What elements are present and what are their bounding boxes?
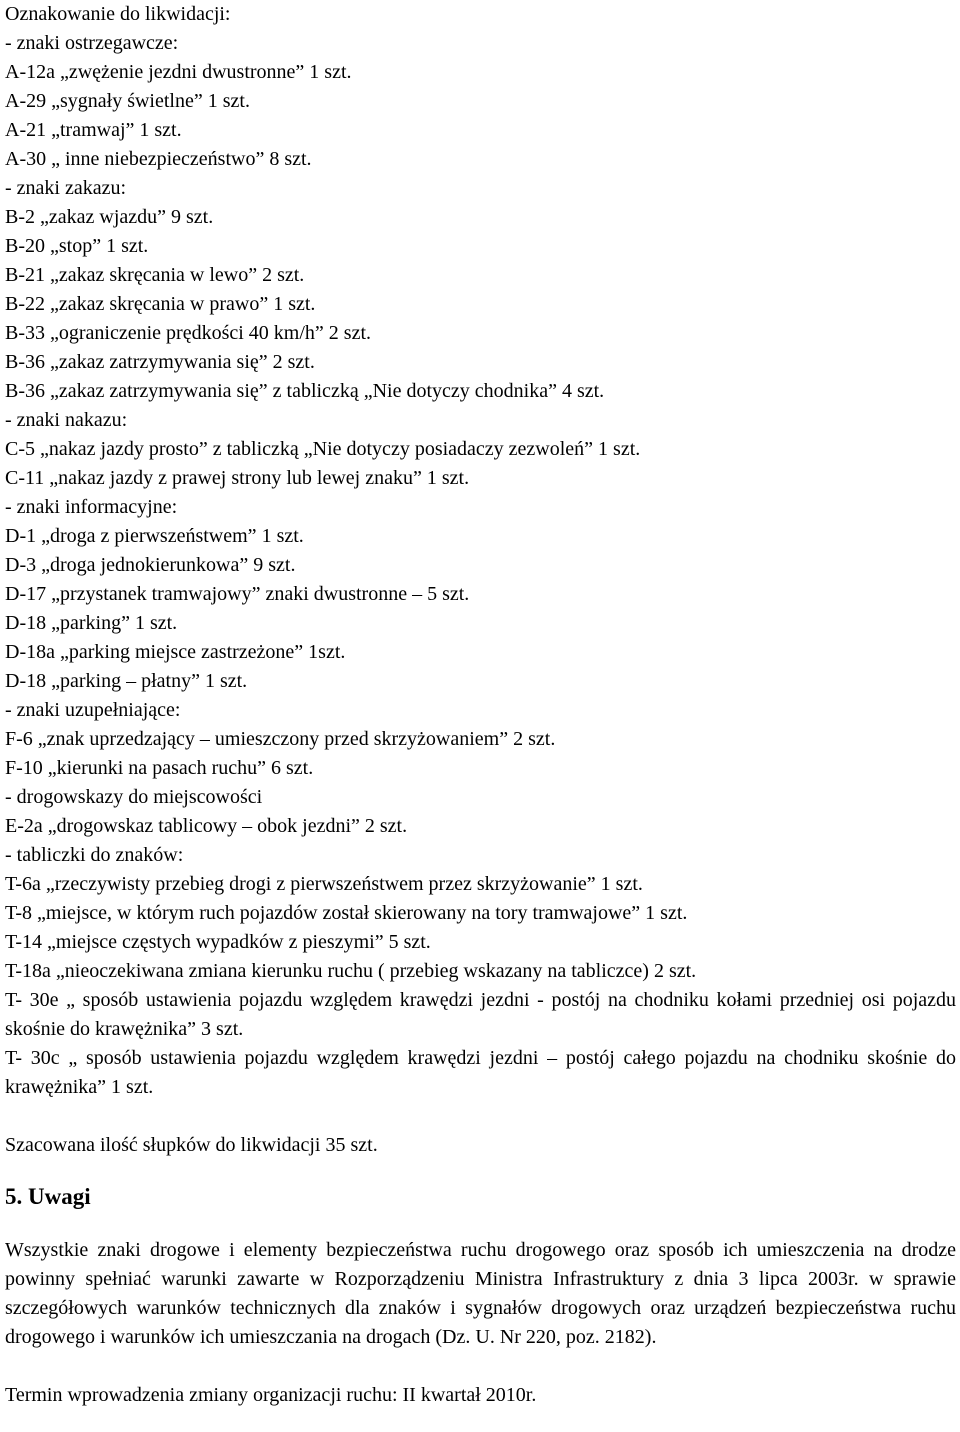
- list-item: D-18 „parking – płatny” 1 szt.: [5, 670, 248, 692]
- list-item: T-6a „rzeczywisty przebieg drogi z pierwszeństwem przez skrzyżowanie” 1 szt.: [5, 873, 643, 895]
- spacer: [5, 1102, 956, 1131]
- list-item: B-21 „zakaz skręcania w lewo” 2 szt.: [5, 264, 305, 286]
- paragraph-t30c: T- 30c „ sposób ustawienia pojazdu względem krawędzi jezdni – postój całego pojazdu na chodniku skośnie do krawężnika” 1 szt.: [5, 1047, 956, 1098]
- list-item: T-14 „miejsce częstych wypadków z pieszymi” 5 szt.: [5, 931, 431, 953]
- list-item: - znaki zakazu:: [5, 177, 127, 199]
- list-item: A-21 „tramwaj” 1 szt.: [5, 119, 182, 141]
- list-item: - znaki uzupełniające:: [5, 699, 181, 721]
- paragraph-t30e: T- 30e „ sposób ustawienia pojazdu względem krawędzi jezdni - postój na chodniku kołami przedniej osi pojazdu skośnie do krawężnika” 3 szt.: [5, 989, 956, 1040]
- list-item: B-2 „zakaz wjazdu” 9 szt.: [5, 206, 214, 228]
- list-item: D-18a „parking miejsce zastrzeżone” 1szt.: [5, 641, 346, 663]
- list-item: C-11 „nakaz jazdy z prawej strony lub lewej znaku” 1 szt.: [5, 467, 470, 489]
- list-title: Oznakowanie do likwidacji:: [5, 3, 231, 25]
- list-item: F-6 „znak uprzedzający – umieszczony przed skrzyżowaniem” 2 szt.: [5, 728, 556, 750]
- list-item: D-18 „parking” 1 szt.: [5, 612, 178, 634]
- section-heading: 5. Uwagi: [5, 1184, 91, 1209]
- list-item: T-18a „nieoczekiwana zmiana kierunku ruchu ( przebieg wskazany na tabliczce) 2 szt.: [5, 960, 697, 982]
- list-item: D-3 „droga jednokierunkowa” 9 szt.: [5, 554, 296, 576]
- spacer: [5, 1352, 956, 1381]
- list-item: A-12a „zwężenie jezdni dwustronne” 1 szt.: [5, 61, 352, 83]
- remarks-paragraph: Wszystkie znaki drogowe i elementy bezpieczeństwa ruchu drogowego oraz sposób ich umieszczenia na drodze powinny spełniać warunki zawarte w Rozporządzeniu Ministra Infrastruktury z dnia 3 lipca 2003r. w sprawie szczegółowych warunków technicznych dla znaków i sygnałów drogowych oraz urządzeń bezpieczeństwa ruchu drogowego i warunków ich umieszczania na drogach (Dz. U. Nr 220, poz. 2182).: [5, 1239, 956, 1348]
- list-item: - tabliczki do znaków:: [5, 844, 184, 866]
- list-item: B-22 „zakaz skręcania w prawo” 1 szt.: [5, 293, 316, 315]
- list-item: T-8 „miejsce, w którym ruch pojazdów został skierowany na tory tramwajowe” 1 szt.: [5, 902, 688, 924]
- list-item: A-29 „sygnały świetlne” 1 szt.: [5, 90, 250, 112]
- list-item: B-20 „stop” 1 szt.: [5, 235, 149, 257]
- list-item: B-33 „ograniczenie prędkości 40 km/h” 2 szt.: [5, 322, 371, 344]
- list-item: - znaki ostrzegawcze:: [5, 32, 179, 54]
- list-item: B-36 „zakaz zatrzymywania się” 2 szt.: [5, 351, 315, 373]
- list-item: A-30 „ inne niebezpieczeństwo” 8 szt.: [5, 148, 312, 170]
- list-item: D-17 „przystanek tramwajowy” znaki dwustronne – 5 szt.: [5, 583, 470, 605]
- list-item: B-36 „zakaz zatrzymywania się” z tabliczką „Nie dotyczy chodnika” 4 szt.: [5, 380, 605, 402]
- list-item: C-5 „nakaz jazdy prosto” z tabliczką „Nie dotyczy posiadaczy zezwoleń” 1 szt.: [5, 438, 641, 460]
- sign-list: [5, 0, 956, 986]
- list-item: - znaki nakazu:: [5, 409, 128, 431]
- deadline-line: Termin wprowadzenia zmiany organizacji ruchu: II kwartał 2010r.: [5, 1384, 537, 1406]
- posts-estimate: Szacowana ilość słupków do likwidacji 35 szt.: [5, 1134, 378, 1156]
- list-item: E-2a „drogowskaz tablicowy – obok jezdni” 2 szt.: [5, 815, 408, 837]
- list-item: - drogowskazy do miejscowości: [5, 786, 263, 808]
- list-item: D-1 „droga z pierwszeństwem” 1 szt.: [5, 525, 304, 547]
- list-item: - znaki informacyjne:: [5, 496, 178, 518]
- list-item: F-10 „kierunki na pasach ruchu” 6 szt.: [5, 757, 314, 779]
